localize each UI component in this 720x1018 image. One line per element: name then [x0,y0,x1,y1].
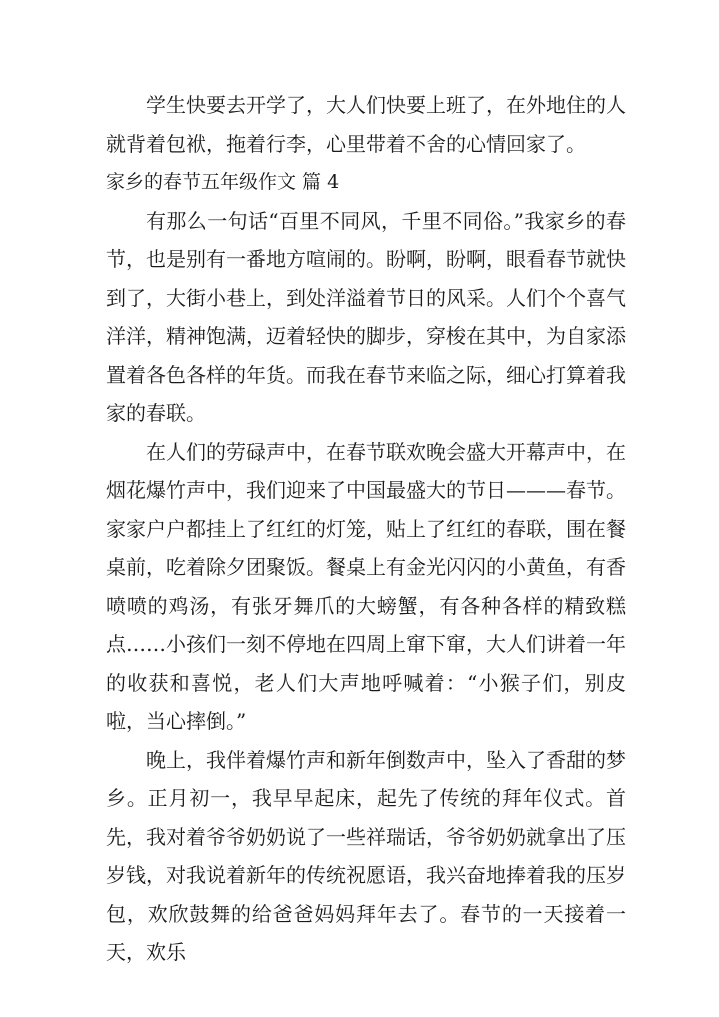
paragraph-new-year-day: 晚上，我伴着爆竹声和新年倒数声中，坠入了香甜的梦乡。正月初一，我早早起床，起先了传统的拜年仪式。首先，我对着爷爷奶奶说了一些祥瑞话，爷爷奶奶就拿出了压岁钱，对我说着新年的传统祝愿语，我兴奋地捧着我的压岁包，欢欣鼓舞的给爸爸妈妈拜年去了。春节的一天接着一天，欢乐 [106,747,626,964]
document-body [106,86,626,972]
paragraph-new-year-eve: 在人们的劳碌声中，在春节联欢晚会盛大开幕声中，在烟花爆竹声中，我们迎来了中国最盛大的节日———春节。家家户户都挂上了红红的灯笼，贴上了红红的春联，围在餐桌前，吃着除夕团聚饭。餐桌上有金光闪闪的小黄鱼，有香喷喷的鸡汤，有张牙舞爪的大螃蟹，有各种各样的精致糕点……小孩们一刻不停地在四周上窜下窜，大人们讲着一年的收获和喜悦，老人们大声地呼喊着：“小猴子们，别皮啦，当心摔倒。” [106,439,626,733]
essay-heading: 家乡的春节五年级作文 篇 4 [106,171,340,193]
paragraph-saying: 有那么一句话“百里不同风，千里不同俗。”我家乡的春节，也是别有一番地方喧闹的。盼啊，盼啊，眼看春节就快到了，大街小巷上，到处洋溢着节日的风采。人们个个喜气洋洋，精神饱满，迈着轻快的脚步，穿梭在其中，为自家添置着各色各样的年货。而我在春节来临之际，细心打算着我家的春联。 [106,208,626,425]
paragraph-going-home: 学生快要去开学了，大人们快要上班了，在外地住的人就背着包袱，拖着行李，心里带着不舍的心情回家了。 [106,93,626,156]
